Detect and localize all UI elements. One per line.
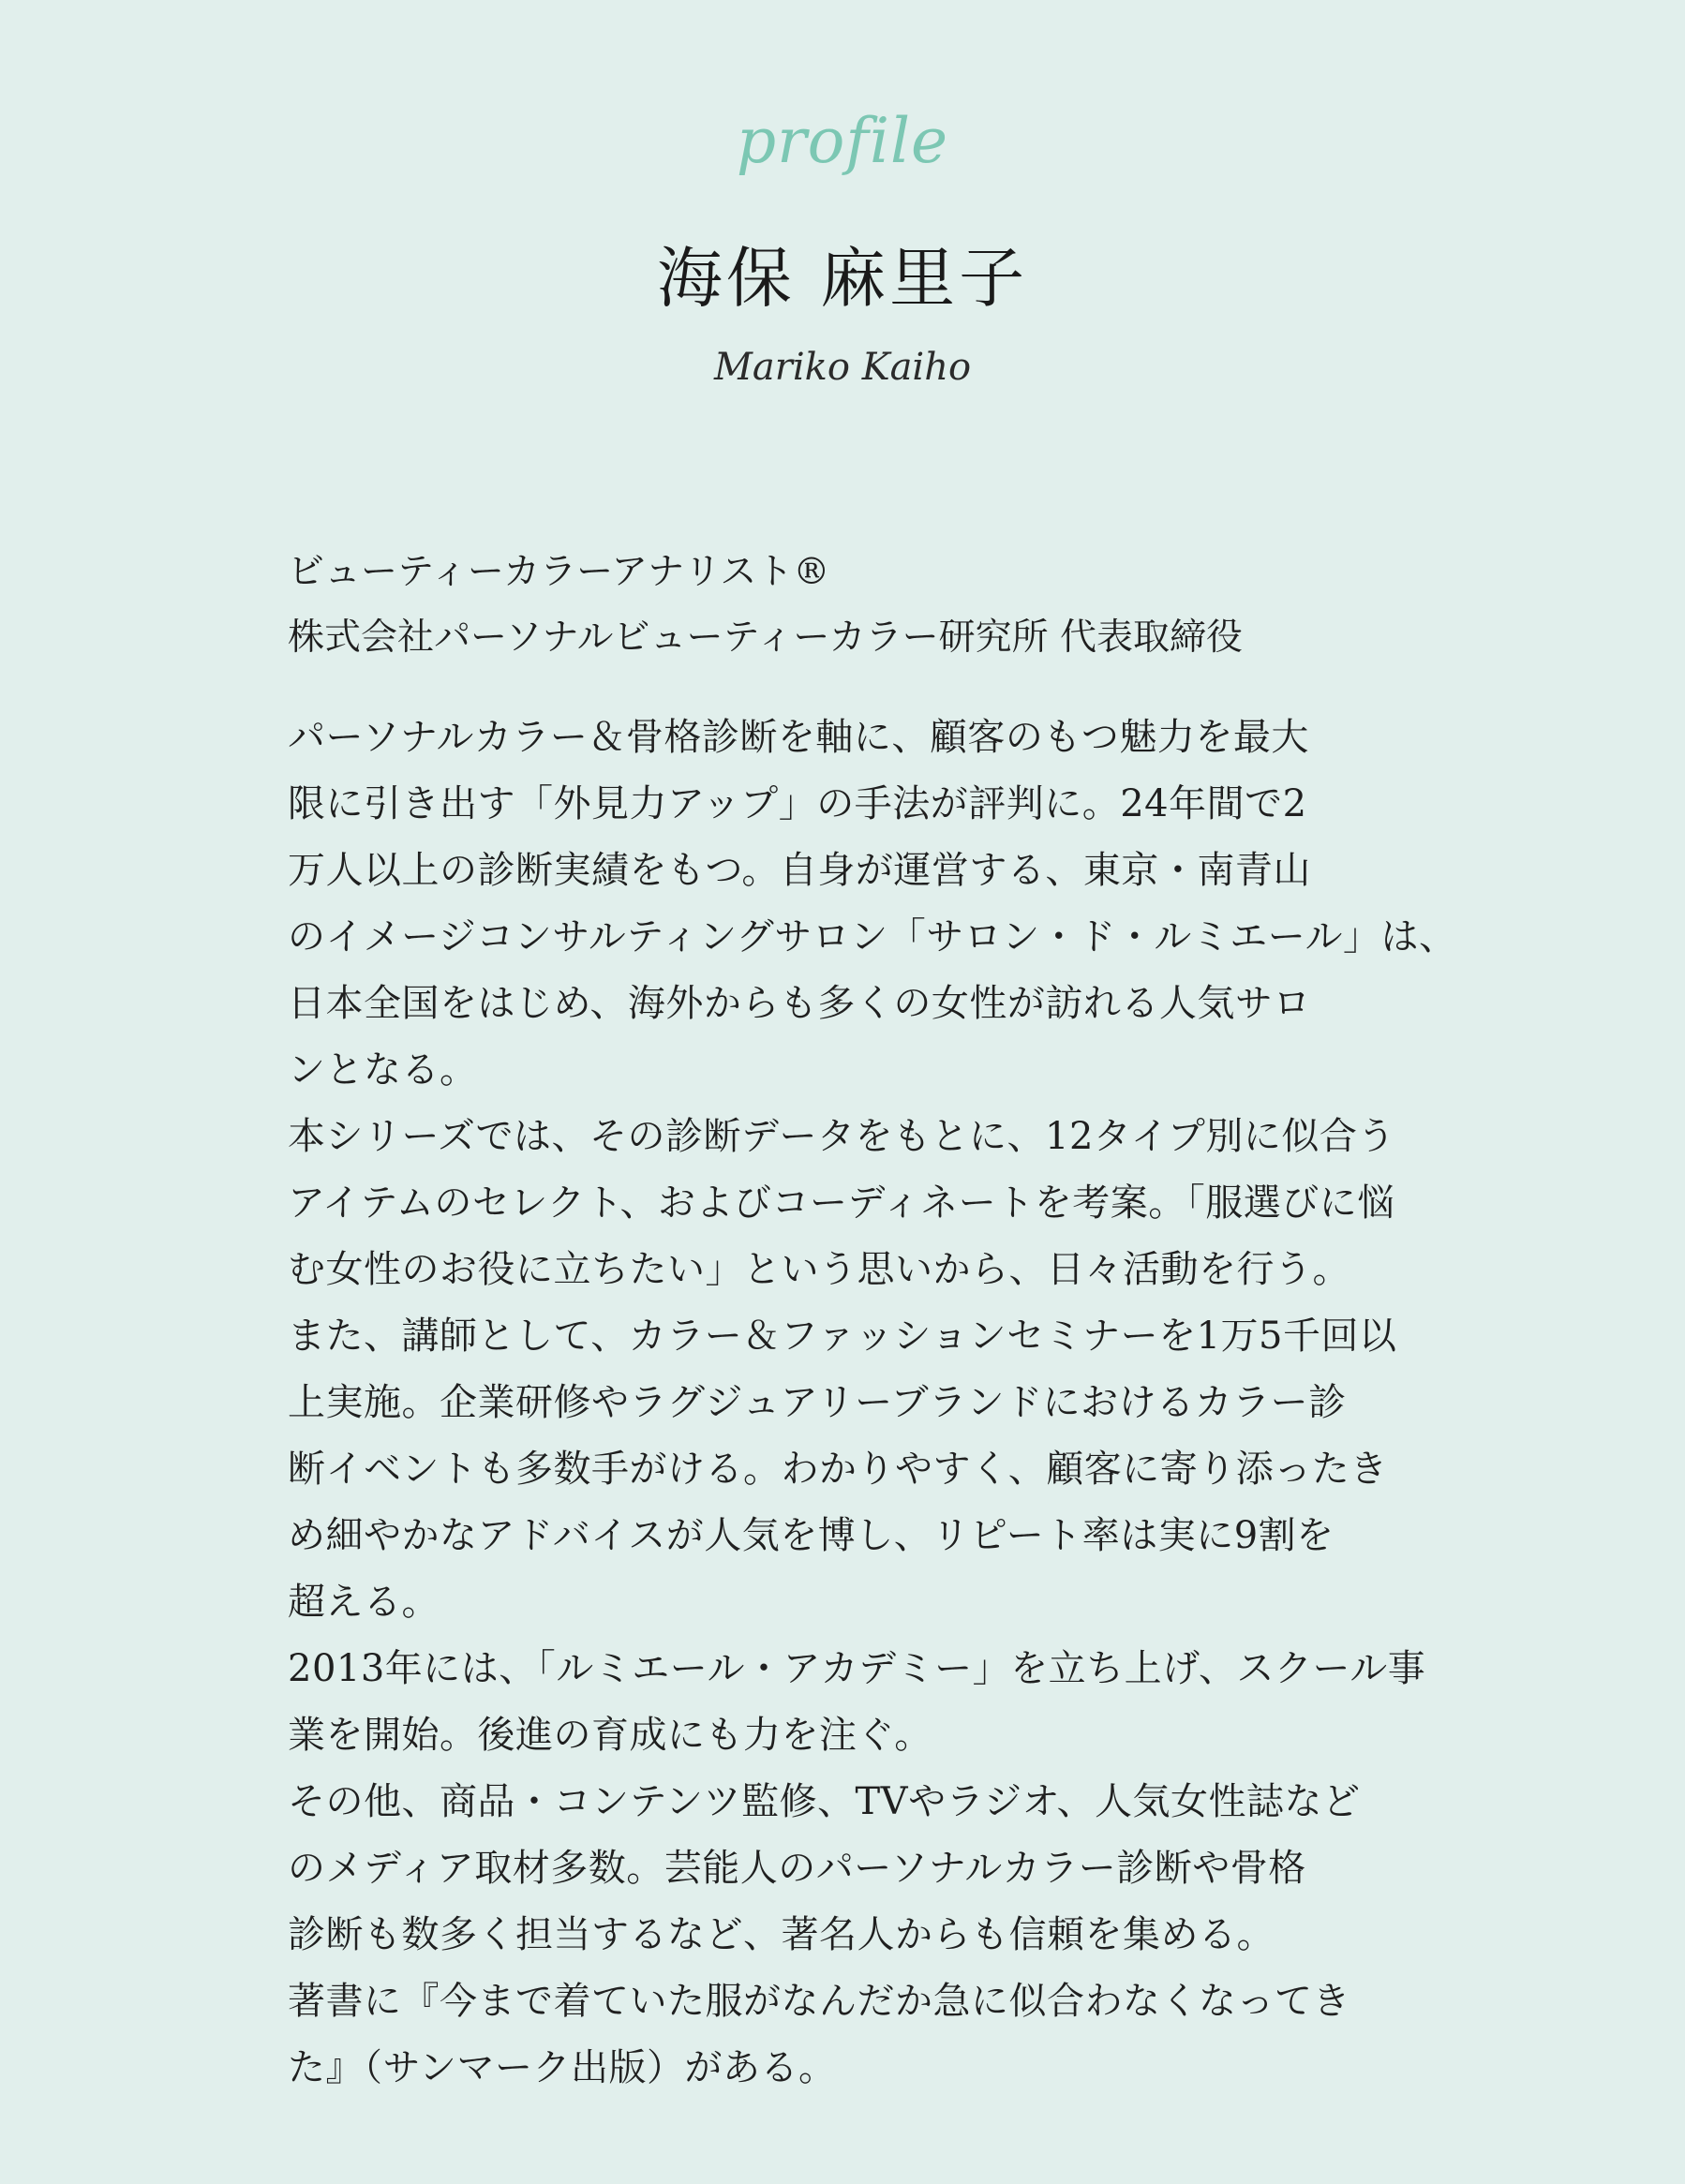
author-titles: [288, 540, 1412, 671]
bio-line: 本シリーズでは、その診断データをもとに、12タイプ別に似合う: [288, 1115, 1395, 1158]
bio-line: のイメージコンサルティングサロン「サロン・ド・ルミエール」は、: [288, 915, 1457, 958]
bio-line: 超える。: [288, 1581, 440, 1624]
author-name-english: Mariko Kaiho: [713, 346, 972, 389]
author-title-line: 株式会社パーソナルビューティーカラー研究所 代表取締役: [288, 617, 1243, 659]
author-title-line: ビューティーカラーアナリスト®: [288, 551, 830, 593]
bio-line: その他、商品・コンテンツ監修、TVやラジオ、人気女性誌など: [288, 1780, 1361, 1823]
bio-line: 断イベントも多数手がける。わかりやすく、顧客に寄り添ったき: [288, 1448, 1388, 1491]
bio-line: のメディア取材多数。芸能人のパーソナルカラー診断や骨格: [288, 1847, 1306, 1890]
bio-line: む女性のお役に立ちたい」という思いから、日々活動を行う。: [288, 1248, 1350, 1291]
bio-line: 上実施。企業研修やラグジュアリーブランドにおけるカラー診: [288, 1381, 1347, 1424]
biography: [288, 705, 1457, 2102]
bio-line: また、講師として、カラー＆ファッションセミナーを1万5千回以: [288, 1315, 1397, 1358]
bio-line: 業を開始。後進の育成にも力を注ぐ。: [288, 1714, 932, 1757]
bio-line: 2013年には、「ルミエール・アカデミー」を立ち上げ、スクール事: [288, 1647, 1426, 1690]
bio-line: アイテムのセレクト、およびコーディネートを考案。「服選びに悩: [288, 1181, 1395, 1225]
bio-line: ンとなる。: [288, 1048, 478, 1092]
profile-label: profile: [736, 105, 949, 177]
bio-line: 万人以上の診断実績をもつ。自身が運営する、東京・南青山: [288, 849, 1311, 892]
bio-line: た』（サンマーク出版）がある。: [288, 2046, 837, 2089]
bio-line: パーソナルカラー＆骨格診断を軸に、顧客のもつ魅力を最大: [288, 716, 1309, 759]
author-name-japanese: 海保 麻里子: [656, 240, 1029, 317]
bio-line: 診断も数多く担当するなど、著名人からも信頼を集める。: [288, 1913, 1275, 1956]
bio-line: 日本全国をはじめ、海外からも多くの女性が訪れる人気サロ: [288, 982, 1311, 1025]
bio-line: め細やかなアドバイスが人気を博し、リピート率は実に9割を: [288, 1514, 1335, 1557]
bio-line: 限に引き出す「外見力アップ」の手法が評判に。24年間で2: [288, 782, 1307, 825]
bio-line: 著書に『今まで着ていた服がなんだか急に似合わなくなってき: [288, 1980, 1350, 2023]
